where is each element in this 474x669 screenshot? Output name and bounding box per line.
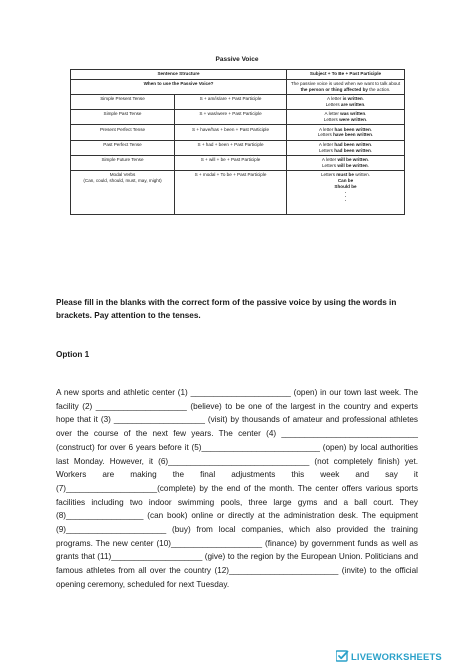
example-text: . — [365, 111, 367, 117]
tense-name: Present Perfect Tense — [71, 125, 175, 140]
example-text: . — [370, 141, 373, 147]
table-row — [71, 110, 405, 125]
example-verb: have been written — [333, 132, 372, 138]
exercise-passage: A new sports and athletic center (1) ______________________ (open) in our town last week. The facility (2) ____________________ (believe) to be one of the largest in the country and experts hope that it (3) ____________________ (visit) by thousands of amateur and professional athletes over the course of the next few years. The center (4) ______________________________ (construct) for over 6 years before it (5)__________________________ (open) by local authorities last Monday. However, it (6)_______________________________ (not completely finish) yet. Workers are making the final adjustments this week and say it (7)____________________(complete) by the end of the month. The center offers various sports facilities including two indoor swimming pools, three large gyms and a ball court. They (8)_________________ (can book) online or directly at the administration desk. The equipment (9)______________________ (buy) from local companies, which also provided the training programs. The new center (10)____________________ (finance) by government funds as well as grants that (11)____________________ (give) to the region by the European Union. Politicians and famous athletes from all over the country (12)________________________ (invite) to the official opening ceremony, scheduled for next Tuesday. — [56, 388, 418, 589]
table-row — [71, 155, 405, 170]
modal-should-be: Should be — [334, 183, 357, 189]
table-row — [71, 94, 405, 109]
tense-structure: S + was/were + Past Participle — [175, 110, 287, 125]
example-verb: had been written — [334, 147, 371, 153]
example-text: . — [367, 162, 369, 168]
modal-dot: . — [344, 192, 347, 198]
example-text: . — [364, 101, 366, 107]
grammar-table — [70, 69, 405, 215]
logo-text: LIVEWORKSHEETS — [351, 650, 442, 662]
tense-name: Past Perfect Tense — [71, 140, 175, 155]
example-verb: will be written — [337, 157, 368, 163]
liveworksheets-logo-icon — [336, 650, 349, 662]
tense-example — [287, 125, 405, 140]
tense-example — [287, 110, 405, 125]
modal-list: (Can, could, should, must, may, might) — [83, 178, 162, 184]
option-heading: Option 1 — [56, 350, 90, 359]
when-label: When to use the Passive Voice? — [71, 79, 287, 94]
tense-name: Simple Present Tense — [71, 94, 175, 109]
modal-dot: . — [344, 196, 347, 202]
modal-example — [287, 171, 405, 215]
example-text: . — [370, 126, 373, 132]
modal-cell — [71, 171, 175, 215]
table-row — [71, 125, 405, 140]
example-verb: had been written — [334, 141, 371, 147]
modal-label: Modal Verbs — [109, 172, 136, 178]
example-text: . — [362, 96, 365, 102]
when-text-part: the action. — [367, 86, 391, 92]
example-text: A letter — [326, 96, 343, 102]
example-text: . — [365, 117, 368, 123]
example-text: Letters — [323, 117, 340, 123]
page-title: Passive Voice — [215, 56, 259, 63]
example-text: written. — [353, 172, 371, 178]
when-text — [287, 79, 405, 94]
instructions: Please fill in the blanks with the correct form of the passive voice by using the words in brackets. Pay attention to the tenses. — [56, 298, 397, 320]
example-verb: are written — [340, 101, 365, 107]
table-row — [71, 140, 405, 155]
tense-structure: S + am/is/are + Past Participle — [175, 94, 287, 109]
when-text-bold: the person or thing affected by — [300, 86, 368, 92]
example-verb: will be written — [337, 162, 368, 168]
example-text: A letter — [321, 157, 338, 163]
tense-example — [287, 140, 405, 155]
table-header-row — [71, 70, 405, 80]
example-text: Letters — [325, 101, 341, 107]
example-text: A letter — [318, 141, 335, 147]
example-text: Letters — [320, 172, 337, 178]
example-text: . — [371, 132, 374, 138]
example-text: . — [370, 147, 373, 153]
example-text: Letters — [322, 162, 338, 168]
tense-name: Simple Past Tense — [71, 110, 175, 125]
tense-name: Simple Future Tense — [71, 155, 175, 170]
table-row-when — [71, 79, 405, 94]
example-verb: has been written — [334, 126, 371, 132]
header-sentence-structure: Sentence Structure — [71, 70, 287, 80]
example-text: A letter — [324, 111, 341, 117]
header-formula: Subject + To Be + Past Participle — [287, 70, 405, 80]
table-row-modal — [71, 171, 405, 215]
example-verb: were written — [339, 117, 366, 123]
tense-example — [287, 94, 405, 109]
example-verb: must be — [336, 172, 354, 178]
example-text: A letter — [318, 126, 335, 132]
tense-structure: S + have/has + been + Past Participle — [175, 125, 287, 140]
example-text: . — [367, 157, 370, 163]
example-text: Letters — [317, 132, 334, 138]
example-text: Letters — [318, 147, 335, 153]
modal-can-be: Can be — [337, 178, 354, 184]
liveworksheets-logo — [336, 649, 442, 663]
tense-example — [287, 155, 405, 170]
modal-structure: S + modal + To be + Past Participle — [175, 171, 287, 215]
tense-structure: S + will + be + Past Participle — [175, 155, 287, 170]
tense-structure: S + had + been + Past Participle — [175, 140, 287, 155]
example-verb: was written — [340, 111, 366, 117]
modal-dot: . — [344, 188, 347, 194]
when-text-part: The passive voice is used when we want to talk about — [290, 80, 401, 86]
example-verb: is written — [342, 96, 363, 102]
